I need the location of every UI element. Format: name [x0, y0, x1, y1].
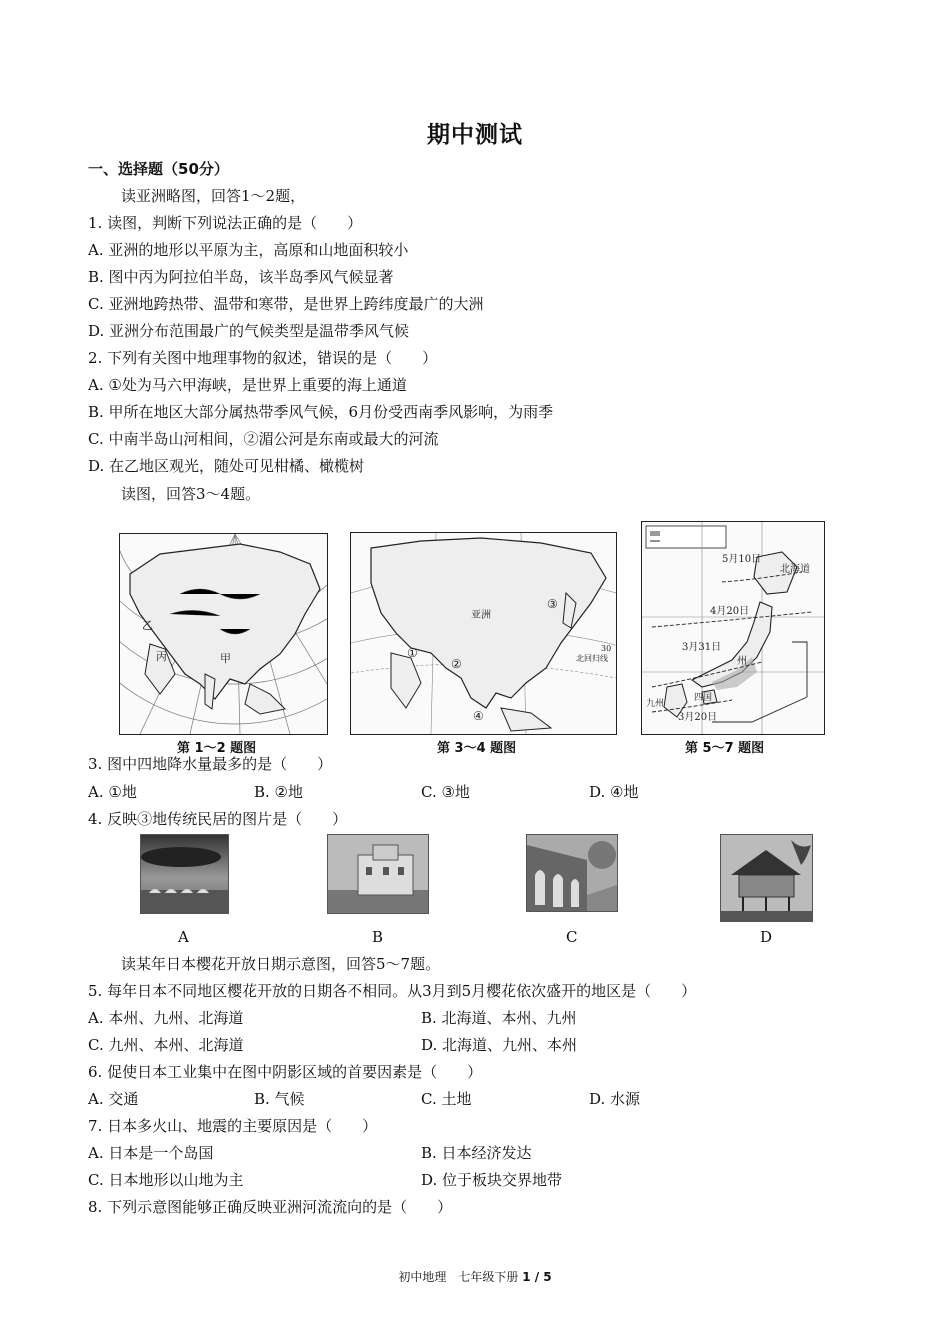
q3-option-d: D. ④地 [589, 783, 639, 801]
page-number: 1 / 5 [522, 1270, 552, 1284]
map3-label-apr20: 4月20日 [710, 606, 750, 617]
map3-label-mar20: 3月20日 [678, 712, 718, 723]
q1-option-b: B. 图中丙为阿拉伯半岛，该半岛季风气候显著 [88, 268, 394, 286]
map1-caption: 第 1～2 题图 [177, 741, 257, 756]
q3-stem: 3. 图中四地降水量最多的是（ ） [88, 755, 333, 773]
q7-option-d: D. 位于板块交界地带 [421, 1171, 563, 1189]
q6-option-d: D. 水源 [589, 1090, 641, 1108]
q5-option-c: C. 九州、本州、北海道 [88, 1036, 244, 1054]
photo-label-b: B [372, 928, 384, 946]
map2-lat-30: 30 [601, 644, 612, 653]
q4-stem: 4. 反映③地传统民居的图片是（ ） [88, 810, 348, 828]
q8-stem: 8. 下列示意图能够正确反映亚洲河流流向的是（ ） [88, 1198, 453, 1216]
q3-option-c: C. ③地 [421, 783, 470, 801]
japan-map-q5-7 [641, 521, 825, 735]
q2-option-b: B. 甲所在地区大部分属热带季风气候，6月份受西南季风影响，为雨季 [88, 403, 554, 421]
section-heading: 一、选择题（50分） [88, 160, 229, 178]
intro-5-7: 读某年日本樱花开放日期示意图，回答5～7题。 [121, 955, 441, 973]
q1-stem: 1. 读图，判断下列说法正确的是（ ） [88, 214, 363, 232]
map2-point-2: ② [451, 657, 462, 671]
q5-option-a: A. 本州、九州、北海道 [88, 1009, 244, 1027]
map3-label-shikoku: 四国 [694, 693, 713, 703]
map3-label-mar31: 3月31日 [682, 642, 722, 653]
map3-label-may10: 5月10日 [722, 554, 762, 565]
q1-option-a: A. 亚洲的地形以平原为主，高原和山地面积较小 [88, 241, 409, 259]
q2-option-a: A. ①处为马六甲海峡，是世界上重要的海上通道 [88, 376, 407, 394]
map2-caption: 第 3～4 题图 [437, 741, 517, 756]
q5-stem: 5. 每年日本不同地区樱花开放的日期各不相同。从3月到5月樱花依次盛开的地区是（ ） [88, 982, 697, 1000]
q2-option-c: C. 中南半岛山河相间，②湄公河是东南或最大的河流 [88, 430, 439, 448]
dwelling-photo-a [140, 834, 229, 914]
photo-label-c: C [566, 928, 578, 946]
q6-stem: 6. 促使日本工业集中在图中阴影区域的首要因素是（ ） [88, 1063, 483, 1081]
page-footer [0, 1268, 950, 1285]
intro-1-2: 读亚洲略图，回答1～2题， [121, 187, 306, 205]
q3-option-a: A. ①地 [88, 783, 137, 801]
map3-caption: 第 5～7 题图 [685, 741, 765, 756]
q6-option-c: C. 土地 [421, 1090, 472, 1108]
asia-map-q1-2 [119, 533, 328, 735]
map1-label-yi: 乙 [142, 619, 153, 632]
map3-label-honshu: 州 [737, 656, 747, 667]
page-title: 期中测试 [427, 122, 523, 148]
q2-stem: 2. 下列有关图中地理事物的叙述，错误的是（ ） [88, 349, 438, 367]
photo-label-d: D [760, 928, 773, 946]
q6-option-a: A. 交通 [88, 1090, 139, 1108]
q3-option-b: B. ②地 [254, 783, 304, 801]
map3-label-kyushu: 九州 [646, 699, 665, 709]
map2-point-1: ① [407, 646, 418, 660]
map2-point-4: ④ [473, 709, 484, 723]
q1-option-d: D. 亚洲分布范围最广的气候类型是温带季风气候 [88, 322, 410, 340]
footer-text: 初中地理 七年级下册 [398, 1270, 519, 1284]
q1-option-c: C. 亚洲地跨热带、温带和寒带，是世界上跨纬度最广的大洲 [88, 295, 484, 313]
map3-label-hokkaido: 北海道 [780, 564, 810, 575]
dwelling-photo-b [327, 834, 429, 914]
q7-option-b: B. 日本经济发达 [421, 1144, 532, 1162]
q7-option-c: C. 日本地形以山地为主 [88, 1171, 244, 1189]
q7-stem: 7. 日本多火山、地震的主要原因是（ ） [88, 1117, 378, 1135]
map2-label-asia: 亚洲 [471, 610, 491, 621]
q6-option-b: B. 气候 [254, 1090, 305, 1108]
q2-option-d: D. 在乙地区观光，随处可见柑橘、橄榄树 [88, 457, 365, 475]
map1-label-bing: 丙 [156, 650, 167, 663]
map2-tropic-label: 北回归线 [576, 654, 608, 663]
q7-option-a: A. 日本是一个岛国 [88, 1144, 214, 1162]
q5-option-d: D. 北海道、九州、本州 [421, 1036, 578, 1054]
q5-option-b: B. 北海道、本州、九州 [421, 1009, 577, 1027]
dwelling-photo-d [720, 834, 813, 922]
intro-3-4: 读图，回答3～4题。 [121, 485, 261, 503]
photo-label-a: A [178, 928, 189, 946]
map1-label-jia: 甲 [220, 652, 231, 665]
asia-map-q3-4 [350, 532, 617, 735]
dwelling-photo-c [526, 834, 618, 912]
map2-point-3: ③ [547, 597, 558, 611]
